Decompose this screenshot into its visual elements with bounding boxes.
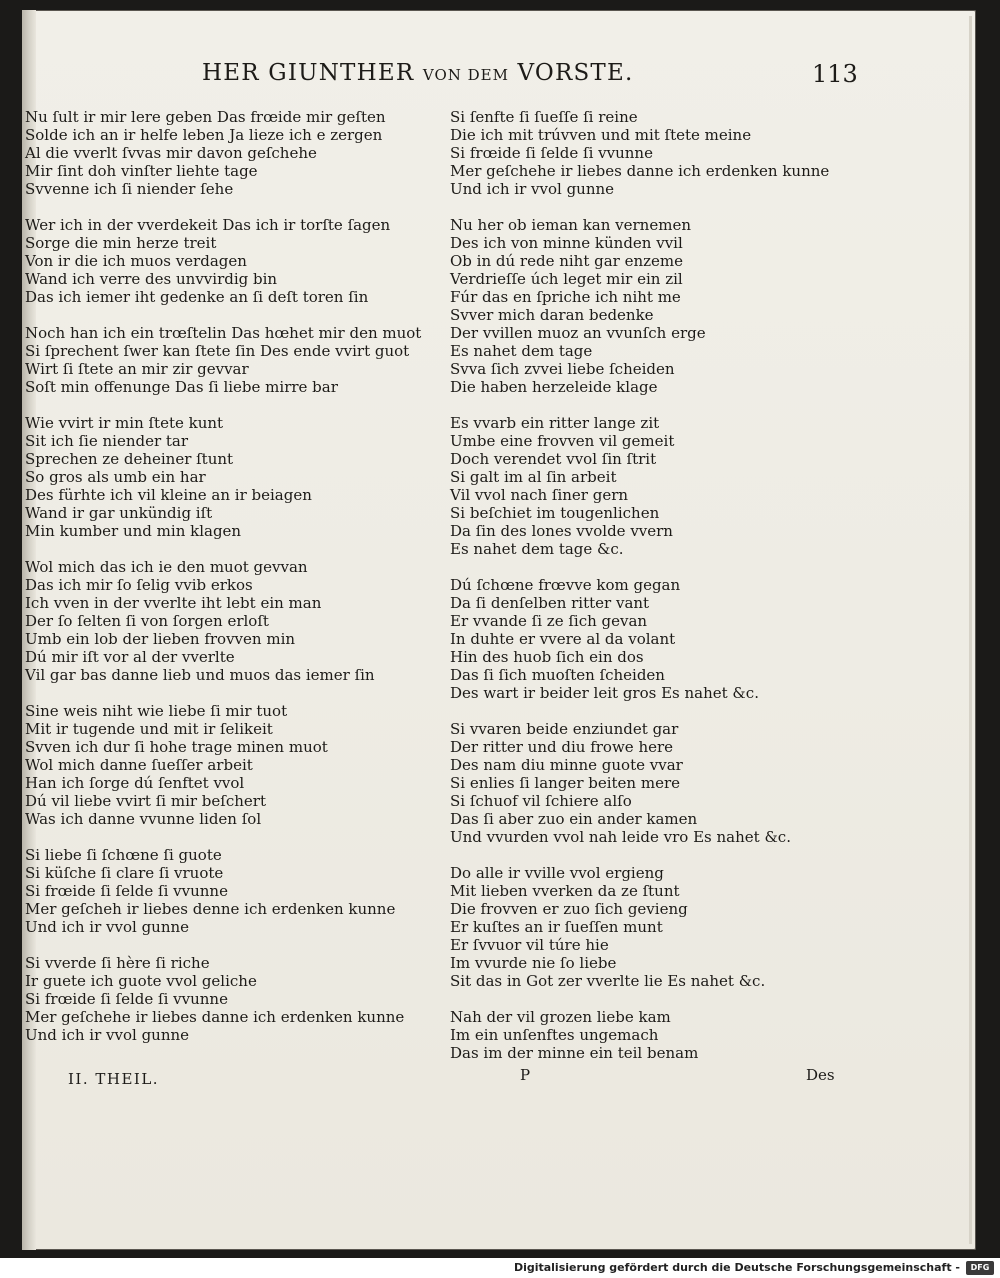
verse-line: Umbe eine frovven vil gemeit — [450, 432, 675, 450]
verse-line: Der vvillen muoz an vvunſch erge — [450, 324, 706, 342]
verse-line: Mit ir tugende und mit ir ſelikeit — [25, 720, 273, 738]
verse-line: Vil gar bas danne lieb und muos das iemer ſin — [25, 666, 375, 684]
left-stanza — [25, 702, 440, 828]
verse-line: Er ſvvuor vil túre hie — [450, 936, 609, 954]
left-stanza — [25, 108, 440, 198]
right-stanza — [450, 576, 850, 702]
verse-line: Sprechen ze deheiner ſtunt — [25, 450, 234, 468]
verse-line: So gros als umb ein har — [25, 468, 206, 486]
page-edge — [969, 16, 972, 1244]
left-stanza — [25, 216, 440, 306]
verse-line: Sit ich ſie niender tar — [25, 432, 189, 450]
verse-line: Si beſchiet im tougenlichen — [450, 504, 660, 522]
right-stanza — [450, 864, 850, 990]
verse-line: Fúr das en ſpriche ich niht me — [450, 288, 681, 306]
left-column — [25, 108, 440, 1062]
verse-line: Verdrieſſe úch leget mir ein zil — [450, 270, 683, 288]
verse-line: Wie vvirt ir min ſtete kunt — [25, 414, 224, 432]
verse-line: Mir ſint doh vinſter liehte tage — [25, 162, 258, 180]
verse-line: Al die vverlt ſvvas mir davon geſchehe — [25, 144, 317, 162]
running-head-end: VORSTE. — [517, 60, 634, 86]
right-stanza — [450, 216, 850, 396]
verse-line: Wand ich verre des unvvirdig bin — [25, 270, 278, 288]
verse-line: Die frovven er zuo ſich gevieng — [450, 900, 688, 918]
verse-line: Des wart ir beider leit gros Es nahet &c. — [450, 684, 759, 702]
verse-line: Umb ein lob der lieben frovven min — [25, 630, 296, 648]
verse-line: Svver mich daran bedenke — [450, 306, 654, 324]
verse-line: Si liebe ſi ſchœne ſi guote — [25, 846, 222, 864]
verse-line: Si frœide ſi ſelde ſi vvunne — [25, 882, 228, 900]
verse-line: Mit lieben vverken da ze ſtunt — [450, 882, 680, 900]
verse-line: Wol mich danne ſueſſer arbeit — [25, 756, 253, 774]
verse-line: Dú ſchœne frœvve kom gegan — [450, 576, 681, 594]
verse-line: Si ſenfte ſi ſueſſe ſi reine — [450, 108, 638, 126]
verse-line: Und ich ir vvol gunne — [450, 180, 615, 198]
verse-line: Si vverde ſi hère ſi riche — [25, 954, 210, 972]
verse-line: Si galt im al ſin arbeit — [450, 468, 617, 486]
left-stanza — [25, 414, 440, 540]
right-stanza — [450, 414, 850, 558]
verse-line: Der ſo ſelten ſi von ſorgen erloſt — [25, 612, 269, 630]
right-stanza — [450, 720, 850, 846]
left-stanza — [25, 324, 440, 396]
verse-line: Das im der minne ein teil benam — [450, 1044, 699, 1062]
verse-line: Das ich iemer iht gedenke an ſi deſt toren ſin — [25, 288, 369, 306]
verse-line: Er vvande ſi ze ſich gevan — [450, 612, 648, 630]
verse-line: Mer geſcheh ir liebes denne ich erdenken kunne — [25, 900, 396, 918]
verse-line: Der ritter und diu frowe here — [450, 738, 674, 756]
verse-line: Soſt min offenunge Das ſi liebe mirre bar — [25, 378, 338, 396]
verse-line: Von ir die ich muos verdagen — [25, 252, 247, 270]
verse-line: Noch han ich ein trœſtelin Das hœhet mir den muot — [25, 324, 422, 342]
verse-line: Nu ſult ir mir lere geben Das frœide mir geſten — [25, 108, 386, 126]
verse-line: Er kuſtes an ir ſueſſen munt — [450, 918, 663, 936]
left-stanza — [25, 558, 440, 684]
verse-line: Hin des huob ſich ein dos — [450, 648, 644, 666]
verse-line: Mer geſchehe ir liebes danne ich erdenken kunne — [450, 162, 830, 180]
verse-line: Doch verendet vvol ſin ſtrit — [450, 450, 657, 468]
page-number: 113 — [812, 60, 858, 88]
verse-line: Wand ir gar unkündig iſt — [25, 504, 213, 522]
verse-line: Si enlies ſi langer beiten mere — [450, 774, 681, 792]
left-stanza — [25, 846, 440, 936]
verse-line: Do alle ir vville vvol ergieng — [450, 864, 664, 882]
verse-line: Sine weis niht wie liebe ſi mir tuot — [25, 702, 288, 720]
verse-line: Svven ich dur ſi hohe trage minen muot — [25, 738, 328, 756]
verse-line: In duhte er vvere al da volant — [450, 630, 676, 648]
verse-line: Im vvurde nie ſo liebe — [450, 954, 617, 972]
right-stanza — [450, 1008, 850, 1062]
running-head — [202, 60, 633, 86]
verse-line: Des fürhte ich vil kleine an ir beiagen — [25, 486, 312, 504]
verse-line: Wer ich in der vverdekeit Das ich ir torſte ſagen — [25, 216, 391, 234]
verse-line: Nu her ob ieman kan vernemen — [450, 216, 691, 234]
verse-line: Es nahet dem tage &c. — [450, 540, 624, 558]
verse-line: Im ein unſenftes ungemach — [450, 1026, 659, 1044]
verse-line: Ich vven in der vverlte iht lebt ein man — [25, 594, 322, 612]
verse-line: Es vvarb ein ritter lange zit — [450, 414, 660, 432]
verse-line: Dú mir iſt vor al der vverlte — [25, 648, 235, 666]
running-head-small: VON DEM — [422, 66, 509, 84]
verse-line: Und vvurden vvol nah leide vro Es nahet &c. — [450, 828, 791, 846]
signature-mark: II. THEIL. — [68, 1070, 160, 1088]
sheet-letter: P — [520, 1066, 531, 1084]
verse-line: Si frœide ſi ſelde ſi vvunne — [450, 144, 653, 162]
verse-line: Sorge die min herze treit — [25, 234, 217, 252]
verse-line: Die ich mit trúvven und mit ſtete meine — [450, 126, 752, 144]
verse-line: Das ich mir ſo ſelig vvib erkos — [25, 576, 253, 594]
right-column — [450, 108, 850, 1080]
verse-line: Da ſin des lones vvolde vvern — [450, 522, 673, 540]
verse-line: Das ſi aber zuo ein ander kamen — [450, 810, 698, 828]
verse-line: Svva ſich zvvei liebe ſcheiden — [450, 360, 675, 378]
verse-line: Svvenne ich ſi niender ſehe — [25, 180, 234, 198]
verse-line: Nah der vil grozen liebe kam — [450, 1008, 671, 1026]
verse-line: Wirt ſi ſtete an mir zir gevvar — [25, 360, 249, 378]
verse-line: Min kumber und min klagen — [25, 522, 242, 540]
verse-line: Mer geſchehe ir liebes danne ich erdenken kunne — [25, 1008, 405, 1026]
verse-line: Si vvaren beide enziundet gar — [450, 720, 679, 738]
verse-line: Sit das in Got zer vverlte lie Es nahet &c. — [450, 972, 766, 990]
verse-line: Han ich ſorge dú ſenftet vvol — [25, 774, 245, 792]
verse-line: Was ich danne vvunne liden ſol — [25, 810, 262, 828]
verse-line: Und ich ir vvol gunne — [25, 918, 190, 936]
running-head-main: HER GIUNTHER — [202, 60, 415, 86]
verse-line: Ob in dú rede niht gar enzeme — [450, 252, 684, 270]
verse-line: Die haben herzeleide klage — [450, 378, 658, 396]
verse-line: Si ſprechent ſwer kan ſtete ſin Des ende vvirt guot — [25, 342, 410, 360]
left-stanza — [25, 954, 440, 1044]
footer-bar — [0, 1258, 1000, 1278]
verse-line: Si ſchuof vil ſchiere alſo — [450, 792, 632, 810]
verse-line: Des ich von minne künden vvil — [450, 234, 683, 252]
verse-line: Dú vil liebe vvirt ſi mir beſchert — [25, 792, 266, 810]
verse-line: Da ſi denſelben ritter vant — [450, 594, 650, 612]
verse-line: Des nam diu minne guote vvar — [450, 756, 683, 774]
verse-line: Es nahet dem tage — [450, 342, 593, 360]
verse-line: Ir guete ich guote vvol geliche — [25, 972, 257, 990]
verse-line: Si frœide ſi ſelde ſi vvunne — [25, 990, 228, 1008]
dfg-logo: DFG — [966, 1261, 994, 1275]
verse-line: Wol mich das ich ie den muot gevvan — [25, 558, 308, 576]
verse-line: Das ſi ſich muoſten ſcheiden — [450, 666, 665, 684]
verse-line: Vil vvol nach ſiner gern — [450, 486, 629, 504]
verse-line: Und ich ir vvol gunne — [25, 1026, 190, 1044]
right-stanza — [450, 108, 850, 198]
verse-line: Si küſche ſi clare ſi vruote — [25, 864, 224, 882]
verse-line: Solde ich an ir helfe leben Ja lieze ich e zergen — [25, 126, 383, 144]
funding-credit: Digitalisierung gefördert durch die Deutsche Forschungsgemeinschaft - — [513, 1261, 960, 1274]
catchword: Des — [806, 1066, 835, 1084]
